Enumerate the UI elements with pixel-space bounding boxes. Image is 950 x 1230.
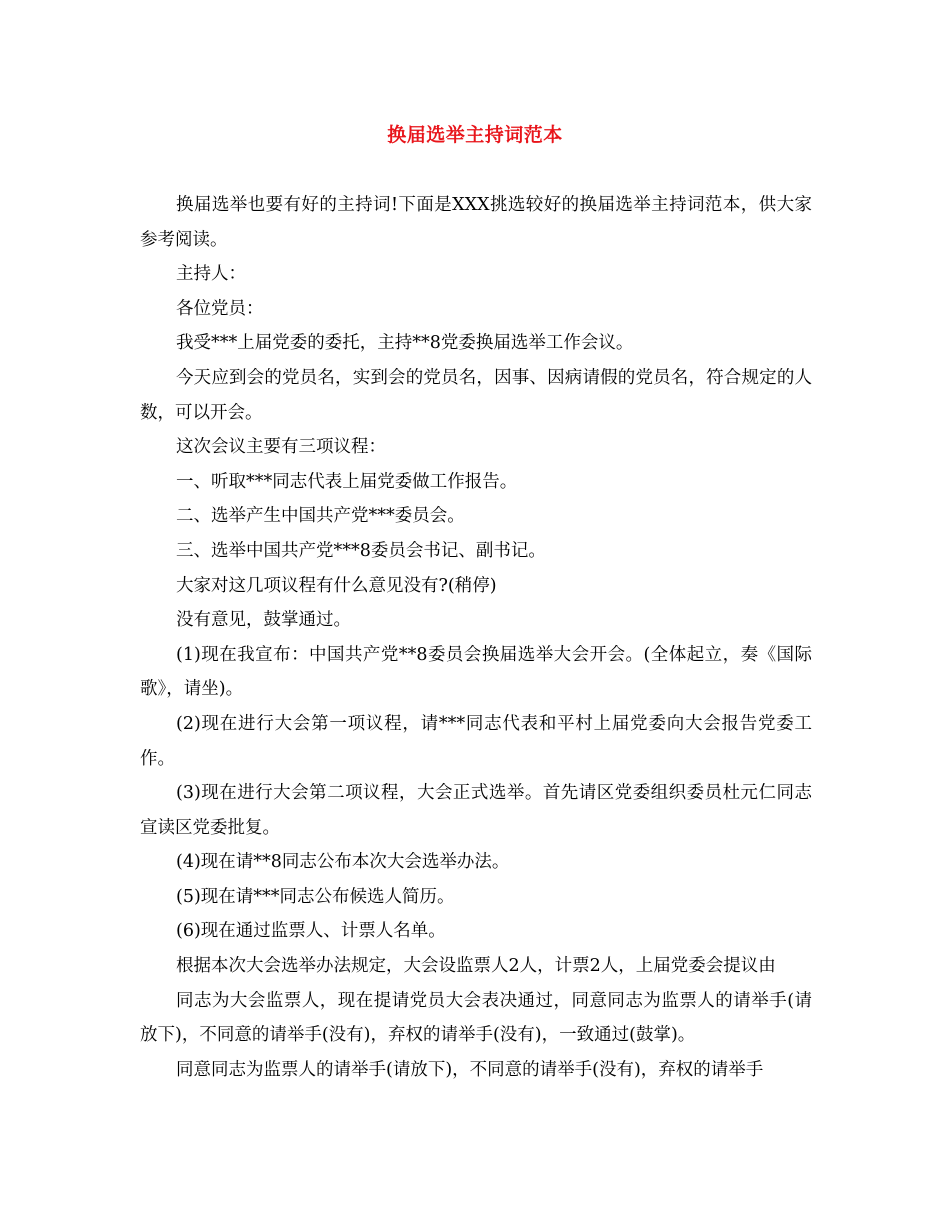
- paragraph: 换届选举也要有好的主持词!下面是XXX挑选较好的换届选举主持词范本，供大家参考阅读。: [140, 195, 812, 250]
- paragraph: (4)现在请**8同志公布本次大会选举办法。: [176, 852, 510, 873]
- paragraph: 没有意见，鼓掌通过。: [176, 610, 351, 631]
- paragraph: 我受***上届党委的委托，主持**8党委换届选举工作会议。: [176, 333, 634, 354]
- paragraph: (3)现在进行大会第二项议程，大会正式选举。首先请区党委组织委员杜元仁同志宣读区党委批复。: [140, 783, 812, 838]
- paragraph: 同意同志为监票人的请举手(请放下)，不同意的请举手(没有)，弃权的请举手: [176, 1059, 764, 1080]
- paragraph: (1)现在我宣布：中国共产党**8委员会换届选举大会开会。(全体起立，奏《国际歌》，请坐)。: [140, 644, 812, 700]
- paragraph: (5)现在请***同志公布候选人简历。: [176, 886, 455, 907]
- paragraph: 主持人：: [176, 264, 246, 285]
- document-body: [140, 188, 812, 1087]
- paragraph: 同志为大会监票人，现在提请党员大会表决通过，同意同志为监票人的请举手(请放下)，不同意的请举手(没有)，弃权的请举手(没有)，一致通过(鼓掌)。: [140, 990, 812, 1046]
- paragraph: 今天应到会的党员名，实到会的党员名，因事、因病请假的党员名，符合规定的人数，可以开会。: [140, 367, 812, 423]
- document-title: 换届选举主持词范本: [387, 124, 563, 146]
- paragraph: (6)现在通过监票人、计票人名单。: [176, 921, 446, 942]
- paragraph: 二、选举产生中国共产党***委员会。: [176, 506, 465, 527]
- paragraph: 各位党员：: [176, 298, 264, 319]
- paragraph: (2)现在进行大会第一项议程，请***同志代表和平村上届党委向大会报告党委工作。: [140, 713, 812, 769]
- paragraph: 根据本次大会选举办法规定，大会设监票人2人，计票2人，上届党委会提议由: [176, 956, 776, 977]
- paragraph: 大家对这几项议程有什么意见没有?(稍停): [176, 575, 497, 596]
- paragraph: 这次会议主要有三项议程：: [176, 437, 386, 458]
- paragraph: 三、选举中国共产党***8委员会书记、副书记。: [176, 540, 546, 561]
- paragraph: 一、听取***同志代表上届党委做工作报告。: [176, 471, 518, 492]
